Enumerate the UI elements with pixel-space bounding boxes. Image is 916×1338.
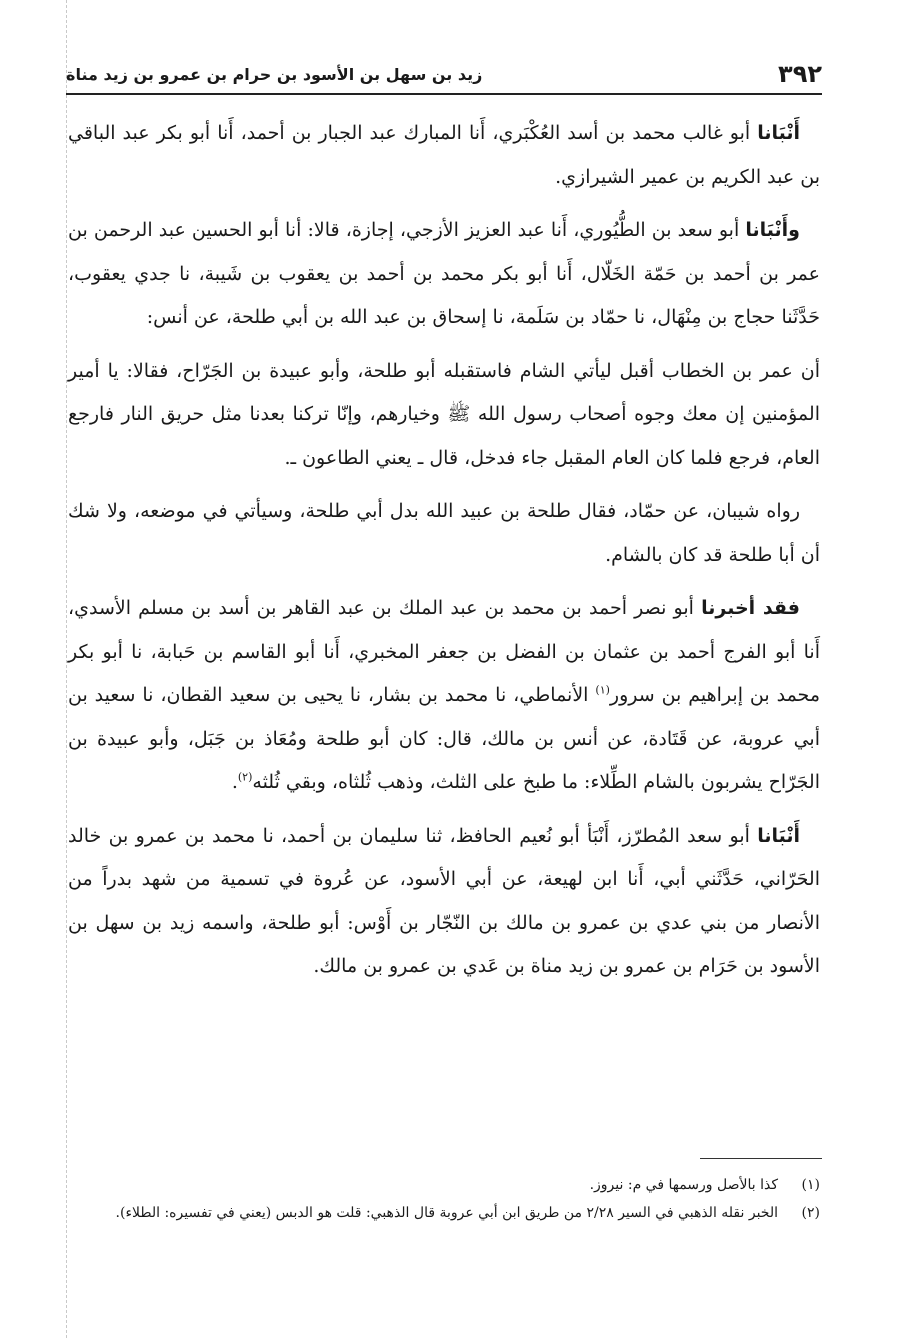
header-divider [66,93,822,95]
main-text [68,112,820,999]
paragraph-keyword: أَنْبَانا [757,122,800,144]
page-number: ٣٩٢ [778,60,822,88]
paragraph-6 [68,815,820,989]
paragraph-text-continued: الأنماطي، نا محمد بن بشار، نا يحيى بن سعيد القطان، نا سعيد بن أبي عروبة، عن قَتَادة، عن أنس بن مالك، قال: كان أبو طلحة ومُعَاذ بن جَبَل، وأبو عبيدة بن الجَرّاح يشربون بالشام الطِّلاء: ما طبخ على الثلث، وذهب ثُلثاه، وبقي ثُلثه [68,684,820,793]
paragraph-2 [68,209,820,340]
footnotes [68,1172,820,1228]
paragraph-text: أبو سعد المُطرّز، أَنْبَأ أبو نُعيم الحافظ، ثنا سليمان بن أحمد، نا محمد بن عمرو بن خالد الحَرّاني، حَدَّثَني أبي، أَنا ابن لهيعة، عن أبي الأسود، عن عُروة في تسمية من شهد بدراً من الأنصار من بني عدي بن عمرو بن مالك بن النّجّار بن أَوْس: أبو طلحة، واسمه زيد بن سهل بن الأسود بن حَرَام بن عمرو بن زيد مناة بن عَدي بن عمرو بن مالك. [68,824,820,977]
footnote-2 [68,1200,820,1226]
footnote-number: (٢) [801,1205,820,1221]
paragraph-keyword: وأَنْبَانا [745,219,800,241]
paragraph-text: رواه شيبان، عن حمّاد، فقال طلحة بن عبيد الله بدل أبي طلحة، وسيأتي في موضعه، ولا شك أن أبا طلحة قد كان بالشام. [68,500,820,566]
footnote-ref-1[interactable]: (١) [595,683,610,697]
footnote-text: كذا بالأصل ورسمها في م: نيروز. [589,1177,778,1193]
paragraph-text: أبو نصر أحمد بن محمد بن عبد الملك بن عبد القاهر بن أسد بن مسلم الأسدي، أَنا أبو الفرج أحمد بن عثمان بن الفضل بن جعفر المخبري، أَنا أبو القاسم بن حَبابة، نا أبو بكر محمد بن إبراهيم بن سرور [68,597,820,706]
paragraph-text: أبو سعد بن الطُّيُوري، أَنا عبد العزيز الأزجي، إجازة، قالا: أنا أبو الحسين عبد الرحمن بن عمر بن أحمد بن حَمّة الخَلّال، أَنا أبو بكر محمد بن أحمد بن يعقوب بن شَيبة، نا جدي يعقوب، حَدَّثَنا حجاج بن مِنْهَال، نا حمّاد بن سَلَمة، نا إسحاق بن عبد الله بن أبي طلحة، عن أنس: [68,219,820,328]
paragraph-keyword: فقد أخبرنا [701,597,800,619]
footnote-text: الخبر نقله الذهبي في السير ٢/٢٨ من طريق ابن أبي عروبة قال الذهبي: قلت هو الدبس (يعني في تفسيره: الطلاء). [115,1205,778,1221]
paragraph-3 [68,350,820,481]
footnote-1 [68,1172,820,1198]
running-title: زيد بن سهل بن الأسود بن حرام بن عمرو بن زيد مناة [66,64,483,84]
paragraph-keyword: أَنْبَانا [757,824,800,847]
paragraph-text: أبو غالب محمد بن أسد العُكْبَري، أَنا المبارك عبد الجبار بن أحمد، أَنا أبو بكر عبد الباقي بن عبد الكريم بن عمير الشيرازي. [68,122,820,188]
paragraph-5 [68,587,820,805]
paragraph-text: أن عمر بن الخطاب أقبل ليأتي الشام فاستقبله أبو طلحة، وأبو عبيدة بن الجَرّاح، فقالا: يا أمير المؤمنين إن معك وجوه أصحاب رسول الله ﷺ وخيارهم، وإنّا تركنا بعدنا مثل حريق النار فارجع العام، فرجع فلما كان العام المقبل جاء فدخل، قال ـ يعني الطاعون ـ. [68,359,820,469]
margin-guide-line [66,0,67,1338]
paragraph-4 [68,490,820,577]
footnote-divider [700,1158,822,1159]
page-header [66,56,822,92]
footnote-number: (١) [801,1177,820,1193]
paragraph-text-end: . [231,771,238,793]
footnote-ref-2[interactable]: (٢) [237,770,253,784]
paragraph-1 [68,112,820,199]
